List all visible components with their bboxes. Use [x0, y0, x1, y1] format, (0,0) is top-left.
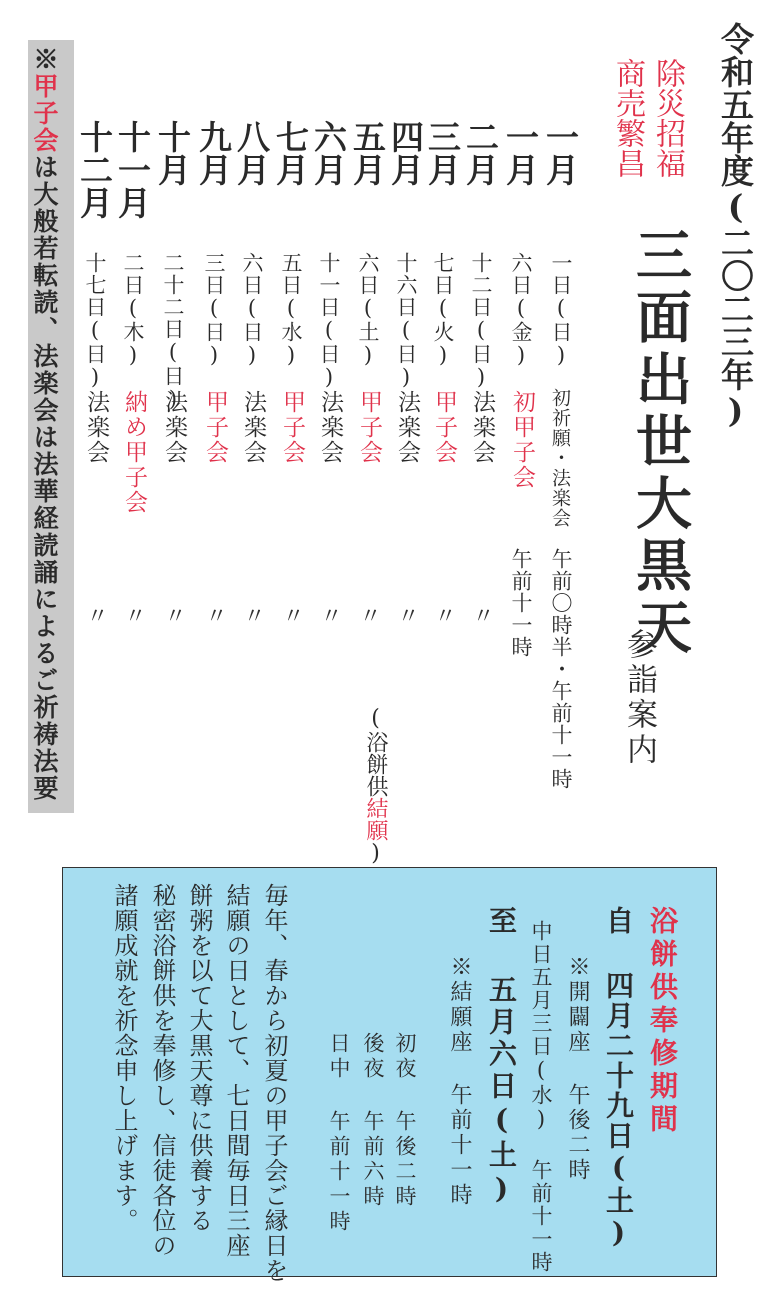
- schedule-time: 〃: [317, 604, 342, 626]
- schedule-time: 午前〇時半・午前十一時: [549, 548, 573, 790]
- schedule-event: 法楽会: [83, 390, 109, 465]
- schedule-time: 〃: [240, 604, 265, 626]
- schedule-month: 四月: [386, 120, 425, 186]
- schedule-time: 〃: [83, 604, 108, 626]
- info-shoya: 初夜 午後二時: [393, 1032, 417, 1210]
- page-title: 三面出世大黒天: [627, 226, 693, 660]
- info-close: ※結願座 午前十一時: [447, 955, 472, 1208]
- info-body-line: 毎年、春から初夏の甲子会ご縁日を: [260, 883, 288, 1283]
- fiscal-year: 令和五年度(二〇二三年): [716, 22, 755, 430]
- schedule-month: 十二月: [75, 120, 114, 219]
- schedule-date: 七日(火): [431, 252, 455, 368]
- schedule-date: 十一日(日): [317, 252, 341, 390]
- schedule-date: 二日(木): [121, 252, 145, 368]
- schedule-month: 二月: [461, 120, 500, 186]
- info-open: ※開闢座 午後二時: [565, 955, 590, 1183]
- schedule-time: 〃: [161, 604, 186, 626]
- info-body-line: 餅粥を以て大黒天尊に供養する: [185, 883, 213, 1233]
- schedule-month: 十月: [153, 120, 192, 186]
- schedule-event: 法楽会: [240, 390, 266, 465]
- schedule-date: 十六日(日): [394, 252, 418, 390]
- info-body-line: 結願の日として、七日間毎日三座: [222, 883, 250, 1258]
- schedule-date: 十七日(日): [83, 252, 107, 390]
- info-end: 至 五月六日(土): [485, 906, 518, 1209]
- schedule-event: 法楽会: [317, 390, 343, 465]
- schedule-event: 法楽会: [394, 390, 420, 465]
- schedule-event: 甲子会: [202, 390, 228, 465]
- schedule-date: 六日(金): [509, 252, 533, 368]
- schedule-date: 二十二日(日): [161, 252, 185, 412]
- schedule-month: 一月: [541, 120, 580, 186]
- note-mark: ※: [30, 46, 59, 73]
- schedule-date: 六日(土): [356, 252, 380, 368]
- schedule-month: 九月: [194, 120, 233, 186]
- schedule-event: 甲子会: [356, 390, 382, 465]
- schedule-date: 五日(水): [279, 252, 303, 368]
- subtitle-shobai: 商売繁昌: [610, 58, 645, 178]
- page-subtitle: 参詣案内: [621, 628, 657, 768]
- schedule-month: 一月: [501, 120, 540, 186]
- schedule-event: 甲子会: [279, 390, 305, 465]
- may-note-prefix: (浴餅供: [363, 706, 388, 797]
- may-note-suffix: ): [363, 841, 388, 866]
- schedule-month: 六月: [309, 120, 348, 186]
- note-rest: は大般若転読、: [30, 154, 59, 343]
- info-start: 自 四月二十九日(土): [602, 906, 635, 1251]
- info-body-line: 秘密浴餅供を奉修し、信徒各位の: [148, 883, 176, 1258]
- schedule-event: 初甲子会: [509, 390, 535, 490]
- schedule-date: 三日(日): [202, 252, 226, 368]
- schedule-event: 甲子会: [431, 390, 457, 465]
- info-nichu: 日中 午前十一時: [327, 1032, 351, 1235]
- subtitle-jyosai: 除災招福: [650, 58, 685, 178]
- schedule-time: 〃: [121, 604, 146, 626]
- info-body-line: 諸願成就を祈念申し上げます。: [110, 883, 138, 1233]
- schedule-month: 七月: [271, 120, 310, 186]
- schedule-date: 一日(日): [549, 252, 573, 368]
- schedule-time: 〃: [356, 604, 381, 626]
- schedule-time: 午前十一時: [509, 548, 533, 658]
- schedule-event: 納め甲子会: [121, 390, 147, 515]
- schedule-month: 八月: [232, 120, 271, 186]
- schedule-time: 〃: [279, 604, 304, 626]
- note-line-2: 法楽会は法華経読誦によるご祈祷法要: [30, 343, 59, 802]
- may-note: [364, 706, 386, 866]
- schedule-event: 初祈願・法楽会: [549, 388, 571, 528]
- schedule-time: 〃: [431, 604, 456, 626]
- schedule-month: 十一月: [113, 120, 152, 219]
- note-kasshikai: 甲子会: [30, 73, 59, 154]
- may-note-red: 結願: [363, 797, 388, 841]
- schedule-time: 〃: [469, 604, 494, 626]
- note-line-1: [32, 46, 57, 802]
- schedule-event: 法楽会: [161, 390, 187, 465]
- info-mid: 中日五月三日(水) 午前十一時: [529, 920, 553, 1274]
- schedule-month: 五月: [348, 120, 387, 186]
- schedule-time: 〃: [394, 604, 419, 626]
- schedule-time: 〃: [202, 604, 227, 626]
- schedule-date: 六日(日): [240, 252, 264, 368]
- info-heading: 浴餅供奉修期間: [646, 906, 679, 1137]
- schedule-month: 三月: [423, 120, 462, 186]
- info-goya: 後夜 午前六時: [361, 1032, 385, 1210]
- schedule-date: 十二日(日): [469, 252, 493, 390]
- schedule-event: 法楽会: [469, 390, 495, 465]
